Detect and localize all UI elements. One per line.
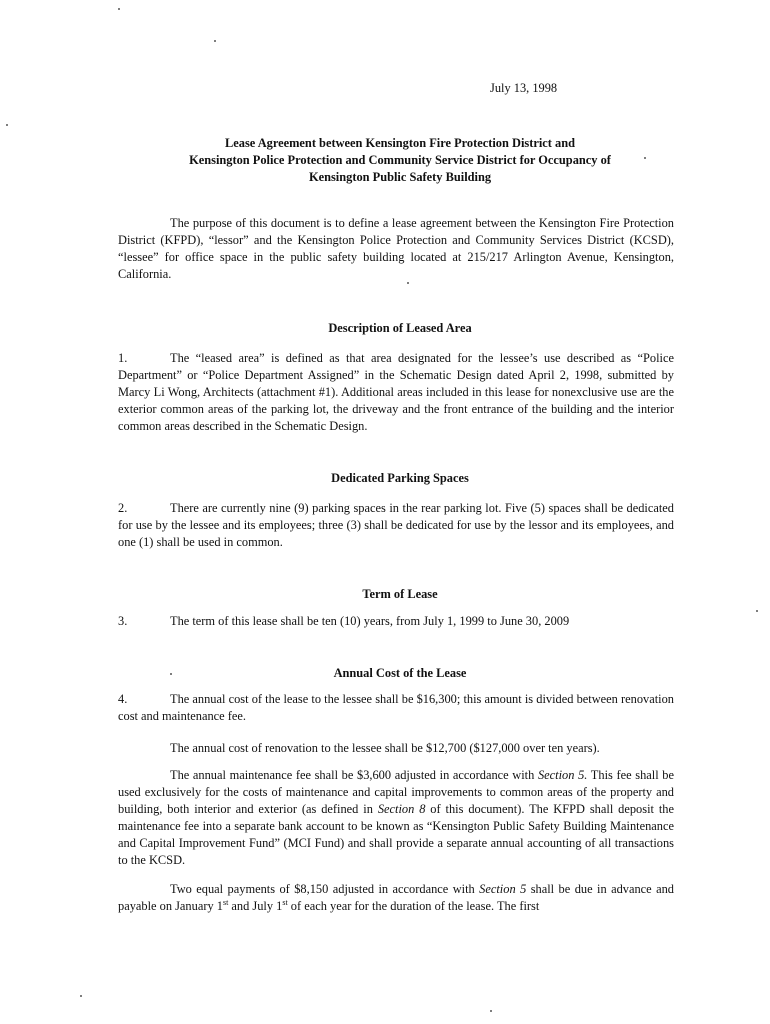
section-heading-annual-cost: Annual Cost of the Lease (333, 666, 467, 680)
section-number: 2. (118, 501, 128, 515)
scan-speck (6, 124, 8, 126)
scan-speck (756, 610, 758, 612)
section-number: 3. (118, 614, 128, 628)
maintenance-text-c: of this document). The KFPD shall deposit the maintenance fee into a separate bank account to be known as “Kensington Public Safety Building Maintenance and Capital Improvement Fund” (MCI Fund) and shall provide a separate annual accounting of all transactions to the KCSD. (118, 802, 675, 867)
section-number: 1. (118, 351, 128, 365)
payment-text-a: Two equal payments of $8,150 adjusted in accordance with (170, 882, 480, 896)
payment-schedule-paragraph (118, 881, 674, 915)
section-4-paragraph (118, 691, 674, 725)
scan-speck (644, 157, 646, 159)
maintenance-text-a: The annual maintenance fee shall be $3,600 adjusted in accordance with (170, 768, 538, 782)
ordinal-suffix: st (222, 897, 229, 907)
scan-speck (407, 282, 409, 284)
maintenance-text-b: This fee shall be used exclusively for the costs of maintenance and capital improvements to common areas of the property and building, both interior and exterior (as defined in (118, 768, 674, 816)
section-reference: Section 8 (377, 802, 426, 816)
title-line-3: Kensington Public Safety Building (308, 170, 492, 184)
maintenance-fee-paragraph (118, 767, 674, 869)
payment-text-b: shall be due in advance and payable on January 1 (118, 882, 675, 913)
section-2-paragraph (118, 500, 674, 551)
document-date: July 13, 1998 (490, 81, 558, 95)
scan-speck (170, 673, 172, 675)
section-heading-term: Term of Lease (362, 587, 438, 601)
payment-text-d: of each year for the duration of the lease. The first (287, 899, 540, 913)
section-2-text: There are currently nine (9) parking spaces in the rear parking lot. Five (5) spaces shall be dedicated for use by the lessee and its employees; three (3) shall be dedicated for use by the lessor and its employees, and one (1) shall be used in common. (118, 501, 674, 549)
section-heading-leased-area: Description of Leased Area (328, 321, 472, 335)
scan-speck (214, 40, 216, 42)
section-number: 4. (118, 692, 128, 706)
scan-speck (118, 8, 120, 10)
renovation-cost-paragraph: The annual cost of renovation to the lessee shall be $12,700 ($127,000 over ten years). (170, 741, 600, 755)
section-heading-parking: Dedicated Parking Spaces (331, 471, 469, 485)
document-title (120, 135, 680, 186)
scan-speck (80, 995, 82, 997)
intro-paragraph: The purpose of this document is to define a lease agreement between the Kensington Fire Protection District (KFPD), “lessor” and the Kensington Police Protection and Community Services District (KCSD), “lessee” for office space in the public safety building located at 215/217 Arlington Avenue, Kensington, California. (118, 216, 674, 281)
section-reference: Section 5. (537, 768, 588, 782)
section-1-text: The “leased area” is defined as that area designated for the lessee’s use described as “Police Department” or “Police Department Assigned” in the Schematic Design dated April 2, 1998, submitted by Marcy Li Wong, Architects (attachment #1). Additional areas included in this lease for nonexclusive use are the exterior common areas of the parking lot, the driveway and the front entrance of the building and the interior common areas described in the Schematic Design. (118, 351, 674, 433)
title-line-1: Lease Agreement between Kensington Fire Protection District and (225, 136, 575, 150)
section-3-text: The term of this lease shall be ten (10) years, from July 1, 1999 to June 30, 2009 (170, 614, 570, 628)
section-reference: Section 5 (479, 882, 527, 896)
scan-speck (490, 1010, 492, 1012)
payment-text-c: and July 1 (228, 899, 283, 913)
ordinal-suffix: st (282, 897, 288, 907)
title-line-2: Kensington Police Protection and Community Service District for Occupancy of (189, 153, 611, 167)
section-3-paragraph (118, 613, 674, 630)
section-4-text: The annual cost of the lease to the lessee shall be $16,300; this amount is divided between renovation cost and maintenance fee. (118, 692, 674, 723)
section-1-paragraph (118, 350, 674, 435)
